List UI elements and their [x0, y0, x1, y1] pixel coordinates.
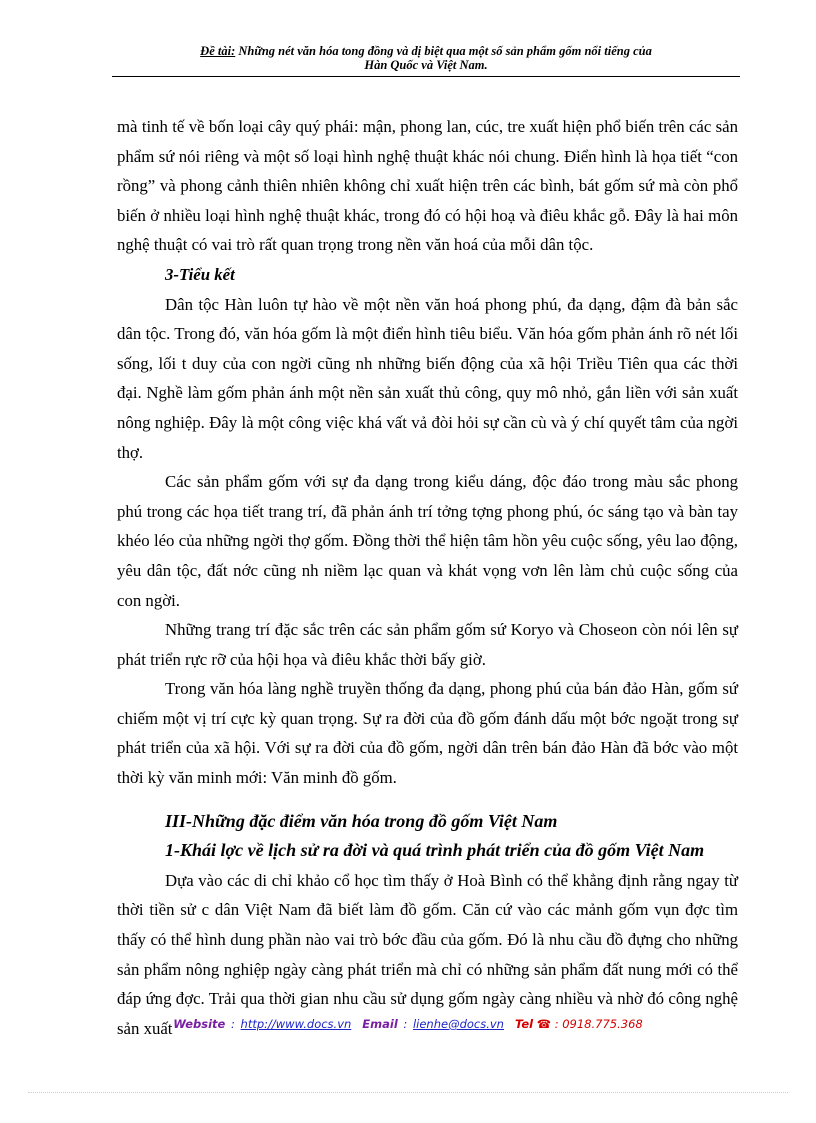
page-bottom-divider: [28, 1092, 788, 1093]
page-footer: Website : http://www.docs.vn Email : lienhe@docs.vn Tel ☎ : 0918.775.368: [173, 1017, 643, 1031]
paragraph: Dựa vào các di chỉ khảo cổ học tìm thấy ở Hoà Bình có thể khẳng định rằng ngay từ thời tiền sử c dân Việt Nam đã biết làm đồ gốm. Căn cứ vào các mảnh gốm vụn đợc tìm thấy có thể hình dung phần nào vai trò bớc đầu của gốm. Đó là nhu cầu đồ đựng cho những sản phẩm nông nghiệp ngày càng phát triển mà chỉ có những sản phẩm đất nung mới có thể đáp ứng đợc. Trải qua thời gian nhu cầu sử dụng gốm ngày càng nhiều và nhờ đó công nghệ sản xuất: [117, 870, 738, 1038]
paragraph: Dân tộc Hàn luôn tự hào về một nền văn hoá phong phú, đa dạng, đậm đà bản sắc dân tộc. Trong đó, văn hóa gốm là một điển hình tiêu biểu. Văn hóa gốm phản ánh rõ nét lối sống, lối t duy của con ngời cũng nh những biến động của xã hội Triều Tiên qua các thời đại. Nghề làm gốm phản ánh một nền sản xuất thủ công, quy mô nhỏ, gắn liền với sản xuất nông nghiệp. Đây là một công việc khá vất vả đòi hỏi sự cần cù và ý chí quyết tâm của ngời thợ.: [117, 294, 738, 462]
paragraph-continued: mà tinh tế về bốn loại cây quý phái: mận, phong lan, cúc, tre xuất hiện phổ biến trên các sản phẩm sứ nói riêng và một số loại hình nghệ thuật khác nói chung. Điển hình là họa tiết “con rồng” và phong cảnh thiên nhiên không chỉ xuất hiện trên các bình, bát gốm sứ mà còn phổ biến ở nhiều loại hình nghệ thuật khác, trong đó có hội hoạ và điêu khắc gỗ. Đây là hai môn nghệ thuật có vai trò rất quan trọng trong nền văn hoá của mỗi dân tộc.: [117, 117, 738, 255]
tel-label: Tel: [514, 1017, 534, 1031]
section-heading-summary: 3-Tiểu kết: [165, 264, 235, 284]
document-body: [117, 112, 738, 1043]
tel-number: 0918.775.368: [562, 1017, 643, 1031]
paragraph: Các sản phẩm gốm với sự đa dạng trong kiểu dáng, độc đáo trong màu sắc phong phú trong các họa tiết trang trí, đã phản ánh trí tởng tợng phong phú, óc sáng tạo và bàn tay khéo léo của những ngời thợ gốm. Đồng thời thể hiện tâm hồn yêu cuộc sống, yêu lao động, yêu dân tộc, đất nớc cũng nh niềm lạc quan và khát vọng vơn lên làm chủ cuộc sống của con ngời.: [117, 472, 738, 610]
email-link[interactable]: lienhe@docs.vn: [412, 1017, 504, 1031]
header-divider: [112, 76, 740, 77]
paragraph: Những trang trí đặc sắc trên các sản phẩm gốm sứ Koryo và Choseon còn nói lên sự phát triển rực rỡ của hội họa và điêu khắc thời bấy giờ.: [117, 620, 738, 669]
website-link[interactable]: http://www.docs.vn: [240, 1017, 352, 1031]
header-title-1: Những nét văn hóa tong đồng và dị biệt qua một số sản phẩm gốm nổi tiếng của: [235, 44, 652, 58]
header-title-2: Hàn Quốc và Việt Nam.: [364, 58, 488, 72]
chapter-heading: III-Những đặc điểm văn hóa trong đồ gốm Việt Nam: [165, 810, 558, 831]
email-label: Email: [362, 1017, 398, 1031]
header-line-1: [112, 44, 740, 58]
header-label: Đề tài:: [200, 44, 236, 58]
page-header: [112, 44, 740, 72]
website-label: Website: [173, 1017, 226, 1031]
paragraph: Trong văn hóa làng nghề truyền thống đa dạng, phong phú của bán đảo Hàn, gốm sứ chiếm một vị trí cực kỳ quan trọng. Sự ra đời của đồ gốm đánh dấu một bớc ngoặt trong sự phát triển của xã hội. Với sự ra đời của đồ gốm, ngời dân trên bán đảo Hàn đã bớc vào một thời kỳ văn minh mới: Văn minh đồ gốm.: [117, 679, 738, 788]
phone-icon: ☎: [536, 1017, 552, 1031]
section-heading-history: 1-Khái lợc về lịch sử ra đời và quá trình phát triển của đồ gốm Việt Nam: [165, 840, 705, 861]
